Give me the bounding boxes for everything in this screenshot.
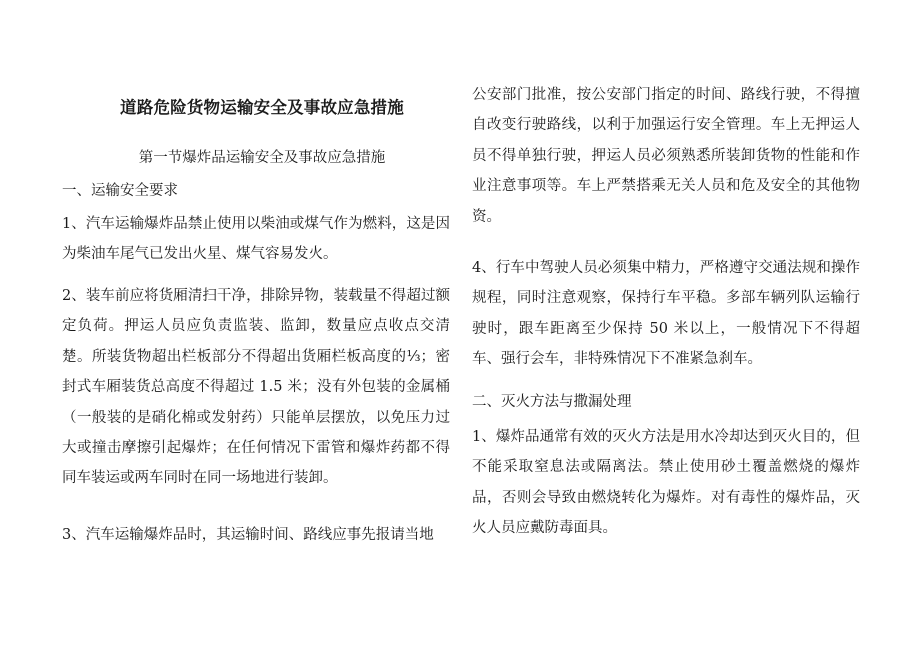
document-title: 道路危险货物运输安全及事故应急措施 xyxy=(120,98,404,117)
paragraph-item-1: 1、汽车运输爆炸品禁止使用以柴油或煤气作为燃料，这是因为柴油车尾气已发出火星、煤气容易发火。 xyxy=(62,216,450,263)
paragraph-item-3: 3、汽车运输爆炸品时，其运输时间、路线应事先报请当地 xyxy=(62,527,434,543)
section-title: 第一节爆炸品运输安全及事故应急措施 xyxy=(138,150,386,166)
paragraph-item-3-continued: 公安部门批准，按公安部门指定的时间、路线行驶，不得擅自改变行驶路线，以利于加强运行安全管理。车上无押运人员不得单独行驶，押运人员必须熟悉所装卸货物的性能和作业注意事项等。车上严禁搭乘无关人员和危及安全的其他物资。 xyxy=(472,87,860,225)
paragraph-item-5: 1、爆炸品通常有效的灭火方法是用水冷却达到灭火目的，但不能采取窒息法或隔离法。禁止使用砂土覆盖燃烧的爆炸品，否则会导致由燃烧转化为爆炸。对有毒性的爆炸品，灭火人员应戴防毒面具。 xyxy=(472,429,860,537)
paragraph-item-4: 4、行车中驾驶人员必须集中精力，严格遵守交通法规和操作规程，同时注意观察，保持行车平稳。多部车辆列队运输行驶时，跟车距离至少保持 50 米以上，一般情况下不得超车、强行会车，非特殊情况下不准紧急刹车。 xyxy=(472,260,860,368)
paragraph-item-2: 2、装车前应将货厢清扫干净，排除异物，装载量不得超过额定负荷。押运人员应负责监装、监卸，数量应点收点交清楚。所装货物超出栏板部分不得超出货厢栏板高度的⅓；密封式车厢装货总高度不得超过 1.5 米；没有外包装的金属桶（一般装的是硝化棉或发射药）只能单层摆放，以免压力过大或撞击摩擦引起爆炸；在任何情况下雷管和爆炸药都不得同车装运或两车同时在同一场地进行装卸。 xyxy=(62,288,450,487)
heading-firefighting: 二、灭火方法与撒漏处理 xyxy=(472,394,632,410)
heading-transport-safety: 一、运输安全要求 xyxy=(62,183,178,199)
